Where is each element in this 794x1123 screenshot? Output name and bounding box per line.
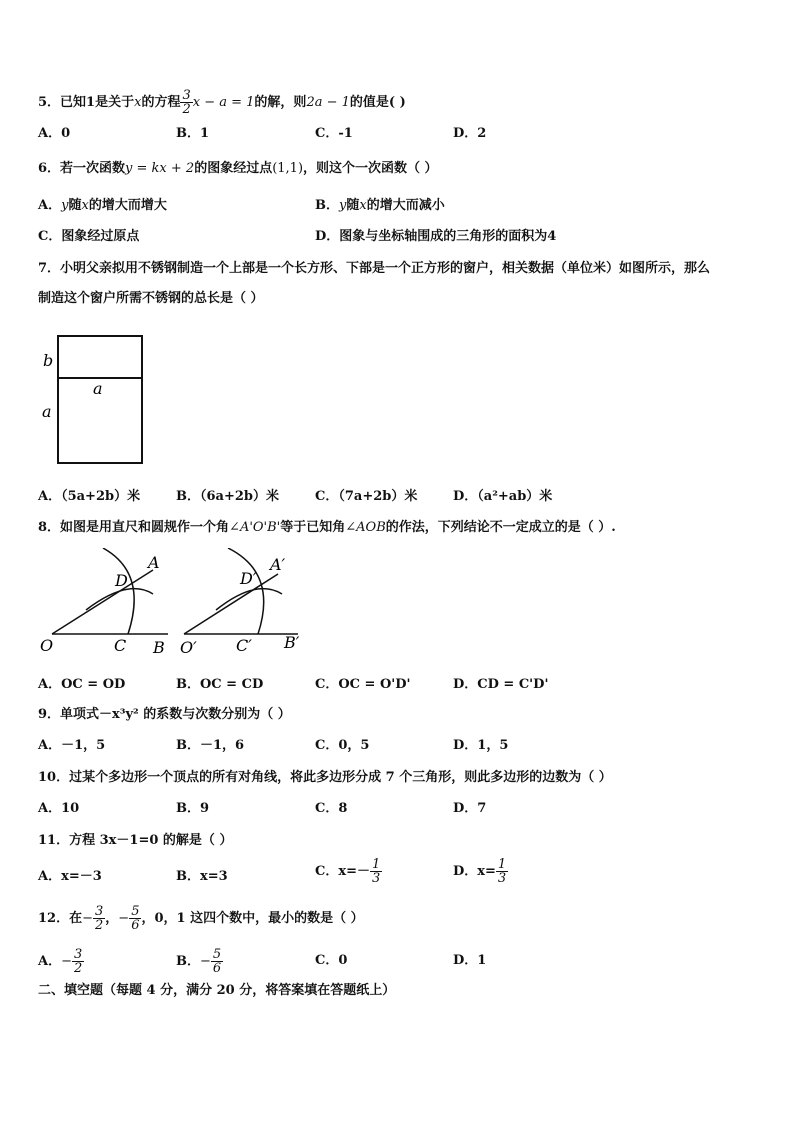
q12-option-b[interactable]: B．− $\frac{5}{6}$ [176, 947, 222, 976]
q9-option-c[interactable]: C．0，5 [315, 738, 370, 753]
q8-stem: 8．如图是用直尺和圆规作一个角∠A'O'B'等于已知角∠AOB的作法，下列结论不一定成立的是（ ）. [38, 520, 616, 535]
q7-option-b[interactable]: B．（6a+2b）米 [176, 489, 279, 504]
q12-option-c[interactable]: C．0 [315, 953, 348, 968]
ray-OA [52, 570, 153, 634]
q9-stem: 9．单项式－x³y² 的系数与次数分别为（ ） [38, 707, 291, 722]
label-B2: B′ [284, 633, 300, 652]
q6-option-d[interactable]: D．图象与坐标轴围成的三角形的面积为4 [315, 229, 557, 244]
q11-option-a[interactable]: A．x=－3 [38, 869, 102, 884]
label-D2: D′ [240, 569, 257, 588]
arc-large-2 [228, 548, 264, 634]
label-B: B [153, 638, 165, 657]
q9-option-d[interactable]: D．1，5 [453, 738, 509, 753]
label-O: O [40, 636, 54, 655]
q11-option-c[interactable]: C．x=－ $\frac{1}{3}$ [315, 857, 381, 886]
q9-option-a[interactable]: A．－1，5 [38, 738, 106, 753]
label-D: D [115, 571, 128, 590]
q8-option-b[interactable]: B．OC = CD [176, 677, 264, 692]
q6-option-c[interactable]: C．图象经过原点 [38, 229, 140, 244]
q6-option-b[interactable]: B．y随x的增大而减小 [315, 198, 445, 213]
q5-option-a[interactable]: A．0 [38, 126, 71, 141]
q8-option-a[interactable]: A．OC = OD [38, 677, 126, 692]
label-A: A [148, 553, 160, 572]
q7-stem-line2: 制造这个窗户所需不锈钢的总长是（ ） [38, 291, 264, 306]
window-outline [58, 336, 142, 463]
q5-option-c[interactable]: C．-1 [315, 126, 353, 141]
label-C: C [114, 636, 127, 655]
q7-option-d[interactable]: D．（a²+ab）米 [453, 489, 553, 504]
q8-option-c[interactable]: C．OC = O'D' [315, 677, 411, 692]
q8-construction-figure [38, 548, 328, 660]
q9-option-b[interactable]: B．－1，6 [176, 738, 245, 753]
q7-option-c[interactable]: C．（7a+2b）米 [315, 489, 418, 504]
q10-option-b[interactable]: B．9 [176, 801, 210, 816]
q7-window-figure [38, 330, 158, 470]
q12-option-d[interactable]: D．1 [453, 953, 487, 968]
q10-option-d[interactable]: D．7 [453, 801, 487, 816]
label-a-side: a [42, 402, 52, 421]
label-C2: C′ [236, 636, 252, 655]
label-a-inner: a [93, 379, 103, 398]
q10-option-a[interactable]: A．10 [38, 801, 80, 816]
q6-option-a[interactable]: A．y随x的增大而增大 [38, 198, 167, 213]
q7-stem-line1: 7．小明父亲拟用不锈钢制造一个上部是一个长方形、下部是一个正方形的窗户，相关数据（单位米）如图所示，那么 [38, 261, 711, 276]
q5-option-d[interactable]: D．2 [453, 126, 487, 141]
q11-stem: 11．方程 3x－1=0 的解是（ ） [38, 833, 233, 848]
q5-stem: 5．已知1是关于x的方程 $\frac{3}{2}$ x − a = 1的解，则2a − 1的值是( ) [38, 88, 406, 117]
section-2-heading: 二、填空题（每题 4 分，满分 20 分，将答案填在答题纸上） [38, 983, 396, 998]
q5-option-b[interactable]: B．1 [176, 126, 210, 141]
label-O2: O′ [180, 638, 197, 657]
q5-fraction: $\frac{3}{2}$ [182, 88, 191, 117]
q8-option-d[interactable]: D．CD = C'D' [453, 677, 549, 692]
q11-option-b[interactable]: B．x=3 [176, 869, 228, 884]
q11-option-d[interactable]: D．x= $\frac{1}{3}$ [453, 857, 507, 886]
q12-stem: 12．在− $\frac{3}{2}$ ，− $\frac{5}{6}$ ，0，1 这四个数中，最小的数是（ ） [38, 904, 364, 933]
q6-stem: 6．若一次函数y = kx + 2的图象经过点(1,1)，则这个一次函数（ ） [38, 161, 438, 176]
q10-stem: 10．过某个多边形一个顶点的所有对角线，将此多边形分成 7 个三角形，则此多边形的边数为（ ） [38, 770, 612, 785]
label-A2: A′ [270, 555, 286, 574]
q10-option-c[interactable]: C．8 [315, 801, 348, 816]
q12-option-a[interactable]: A．− $\frac{3}{2}$ [38, 947, 83, 976]
label-b: b [43, 351, 54, 370]
q7-option-a[interactable]: A．（5a+2b）米 [38, 489, 141, 504]
